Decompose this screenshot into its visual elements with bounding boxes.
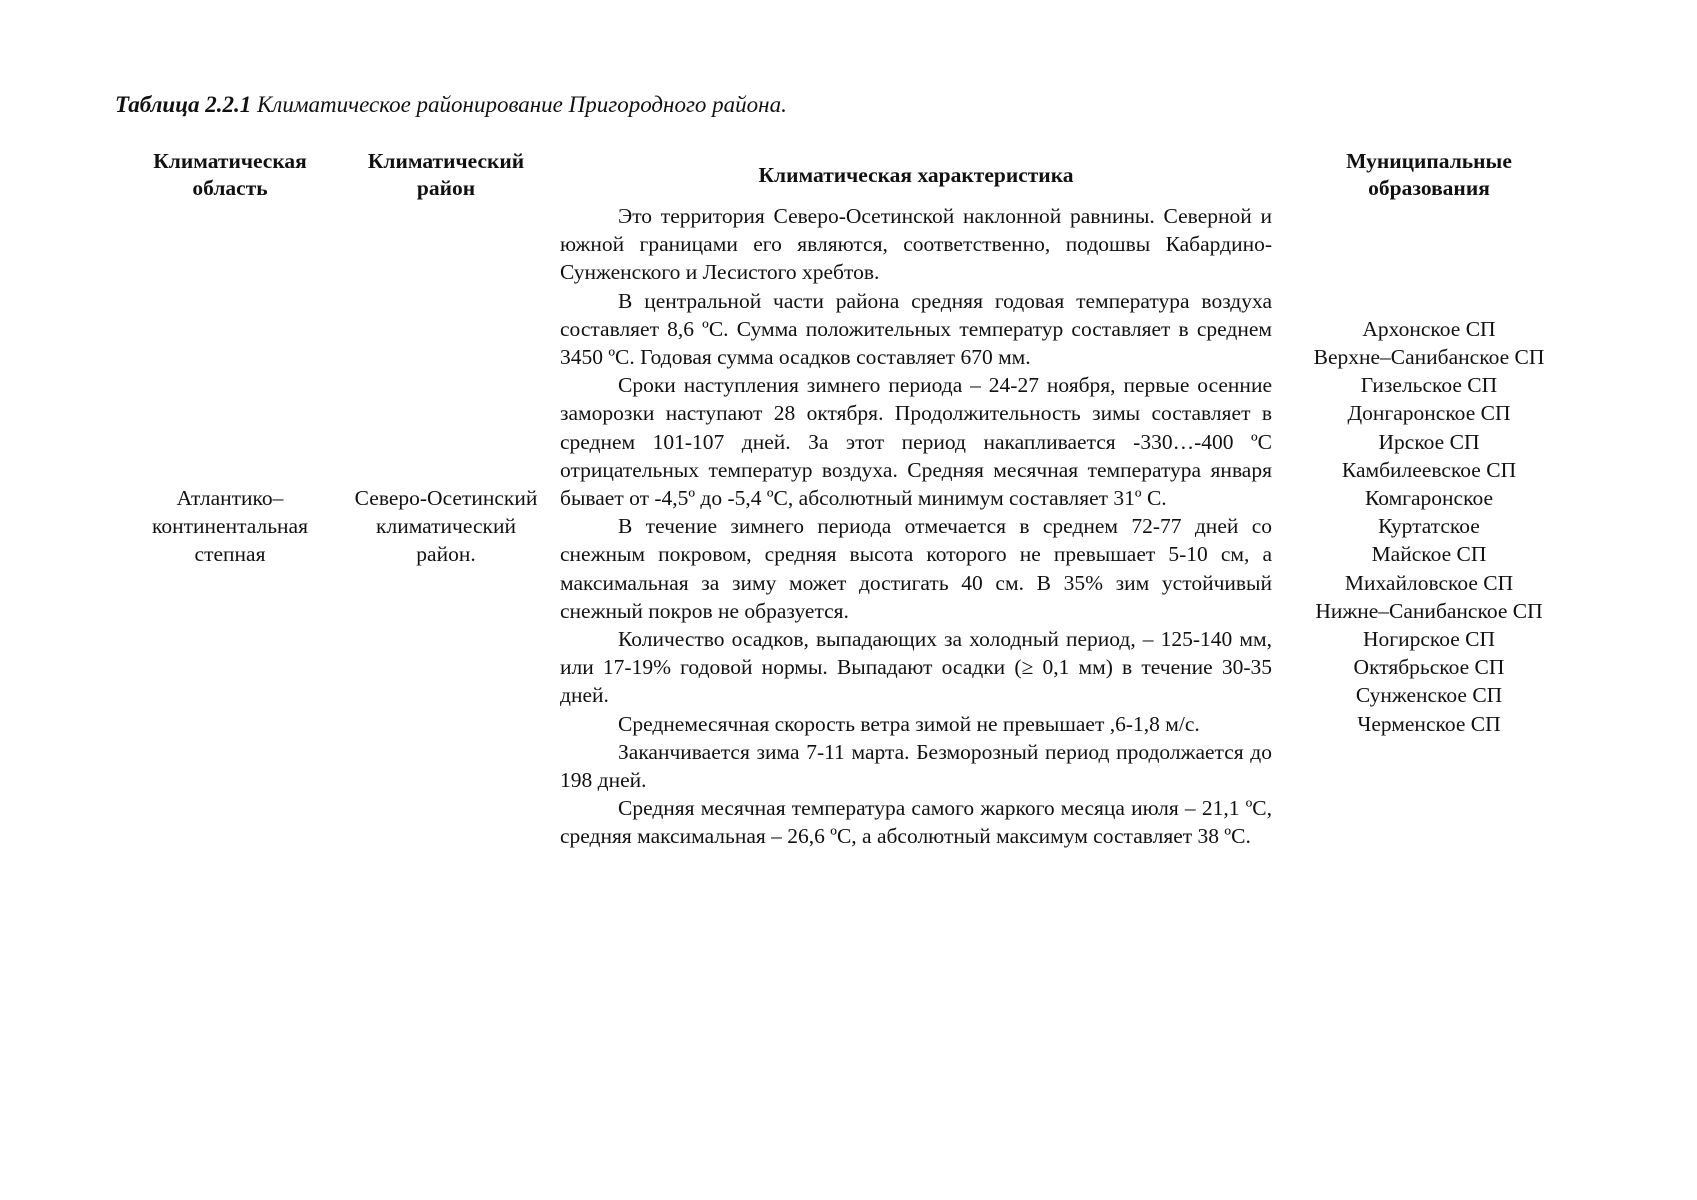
municipality-item: Камбилеевское СП xyxy=(1341,457,1517,482)
table-caption xyxy=(115,90,787,120)
cell-climatic-region xyxy=(128,202,332,851)
characteristic-paragraph: Сроки наступления зимнего периода – 24-27 ноября, первые осенние заморозки наступают 28 октября. Продолжительность зимы составляет в среднем 101-107 дней. За этот период накапливается -330…-400 ºС отрицательных температур воздуха. Средняя месячная температура января бывает от -4,5º до -5,4 ºС, абсолютный минимум составляет 31º С. xyxy=(560,373,1272,511)
characteristic-paragraph: Заканчивается зима 7-11 марта. Безморозный период продолжается до 198 дней. xyxy=(560,739,1272,793)
municipality-item: Куртатское xyxy=(1378,514,1480,539)
climate-zoning-table xyxy=(128,148,1564,851)
characteristic-paragraph: В течение зимнего периода отмечается в среднем 72-77 дней со снежным покровом, средняя высота которого не превышает 5-10 см, а максимальная за зиму может достигать 40 см. В 35% зим устойчивый снежный покров не образуется. xyxy=(560,514,1272,623)
header-climatic-region-line: Климатическая xyxy=(153,149,307,173)
municipality-item: Майское СП xyxy=(1371,542,1487,567)
header-municipalities-line: Муниципальные xyxy=(1346,149,1512,173)
climatic-district-line: Северо-Осетинский xyxy=(354,486,538,511)
header-municipalities-line: образования xyxy=(1368,176,1490,200)
cell-climatic-characteristic xyxy=(560,202,1272,851)
municipality-item: Донгаронское СП xyxy=(1347,401,1511,426)
cell-municipalities xyxy=(1294,202,1564,851)
municipality-item: Комгаронское xyxy=(1364,486,1494,511)
municipality-item: Ирское СП xyxy=(1378,429,1480,454)
climatic-region-line: степная xyxy=(194,542,266,567)
municipality-item: Нижне–Санибанское СП xyxy=(1315,598,1543,623)
climatic-district-line: район. xyxy=(416,542,476,567)
header-climatic-region xyxy=(128,148,332,202)
table-row xyxy=(128,202,1564,851)
characteristic-paragraph: Среднемесячная скорость ветра зимой не превышает ,6-1,8 м/с. xyxy=(618,711,1200,736)
municipality-item: Верхне–Санибанское СП xyxy=(1313,345,1545,370)
header-climatic-district-line: район xyxy=(416,176,476,200)
table-caption-text: Климатическое районирование Пригородного района. xyxy=(251,92,787,117)
municipality-list xyxy=(1294,315,1564,738)
header-climatic-district-line: Климатический xyxy=(367,149,525,173)
municipality-item: Гизельское СП xyxy=(1360,373,1498,398)
climatic-district-line: климатический xyxy=(376,514,516,539)
characteristic-paragraph: Это территория Северо-Осетинской наклонной равнины. Северной и южной границами его являются, соответственно, подошвы Кабардино-Сунженского и Лесистого хребтов. xyxy=(560,204,1272,285)
header-climatic-characteristic: Климатическая характеристика xyxy=(758,162,1074,187)
table-header-row xyxy=(128,148,1564,202)
characteristic-paragraph: Количество осадков, выпадающих за холодный период, – 125-140 мм, или 17-19% годовой нормы. Выпадают осадки (≥ 0,1 мм) в течение 30-35 дней. xyxy=(560,627,1272,708)
cell-climatic-district xyxy=(332,202,560,851)
municipality-item: Октябрьское СП xyxy=(1353,655,1505,680)
header-climatic-region-line: область xyxy=(192,176,268,200)
header-municipalities xyxy=(1294,148,1564,202)
municipality-item: Михайловское СП xyxy=(1344,570,1514,595)
characteristic-paragraph: В центральной части района средняя годовая температура воздуха составляет 8,6 ºС. Сумма положительных температур составляет в среднем 3450 ºС. Годовая сумма осадков составляет 670 мм. xyxy=(560,288,1272,370)
municipality-item: Сунженское СП xyxy=(1355,683,1503,708)
cell-spacer xyxy=(1272,202,1294,851)
characteristic-paragraph: Средняя месячная температура самого жаркого месяца июля – 21,1 ºС, средняя максимальная – 26,6 ºС, а абсолютный максимум составляет 38 ºС. xyxy=(560,796,1272,849)
municipality-item: Ногирское СП xyxy=(1362,627,1496,652)
municipality-item: Архонское СП xyxy=(1362,316,1496,341)
table-caption-label: Таблица 2.2.1 xyxy=(115,92,252,117)
header-climatic-district xyxy=(332,148,560,202)
climatic-region-line: континентальная xyxy=(152,514,308,539)
municipality-item: Черменское СП xyxy=(1357,711,1501,736)
climatic-region-line: Атлантико– xyxy=(176,486,284,511)
header-spacer xyxy=(1272,148,1294,202)
